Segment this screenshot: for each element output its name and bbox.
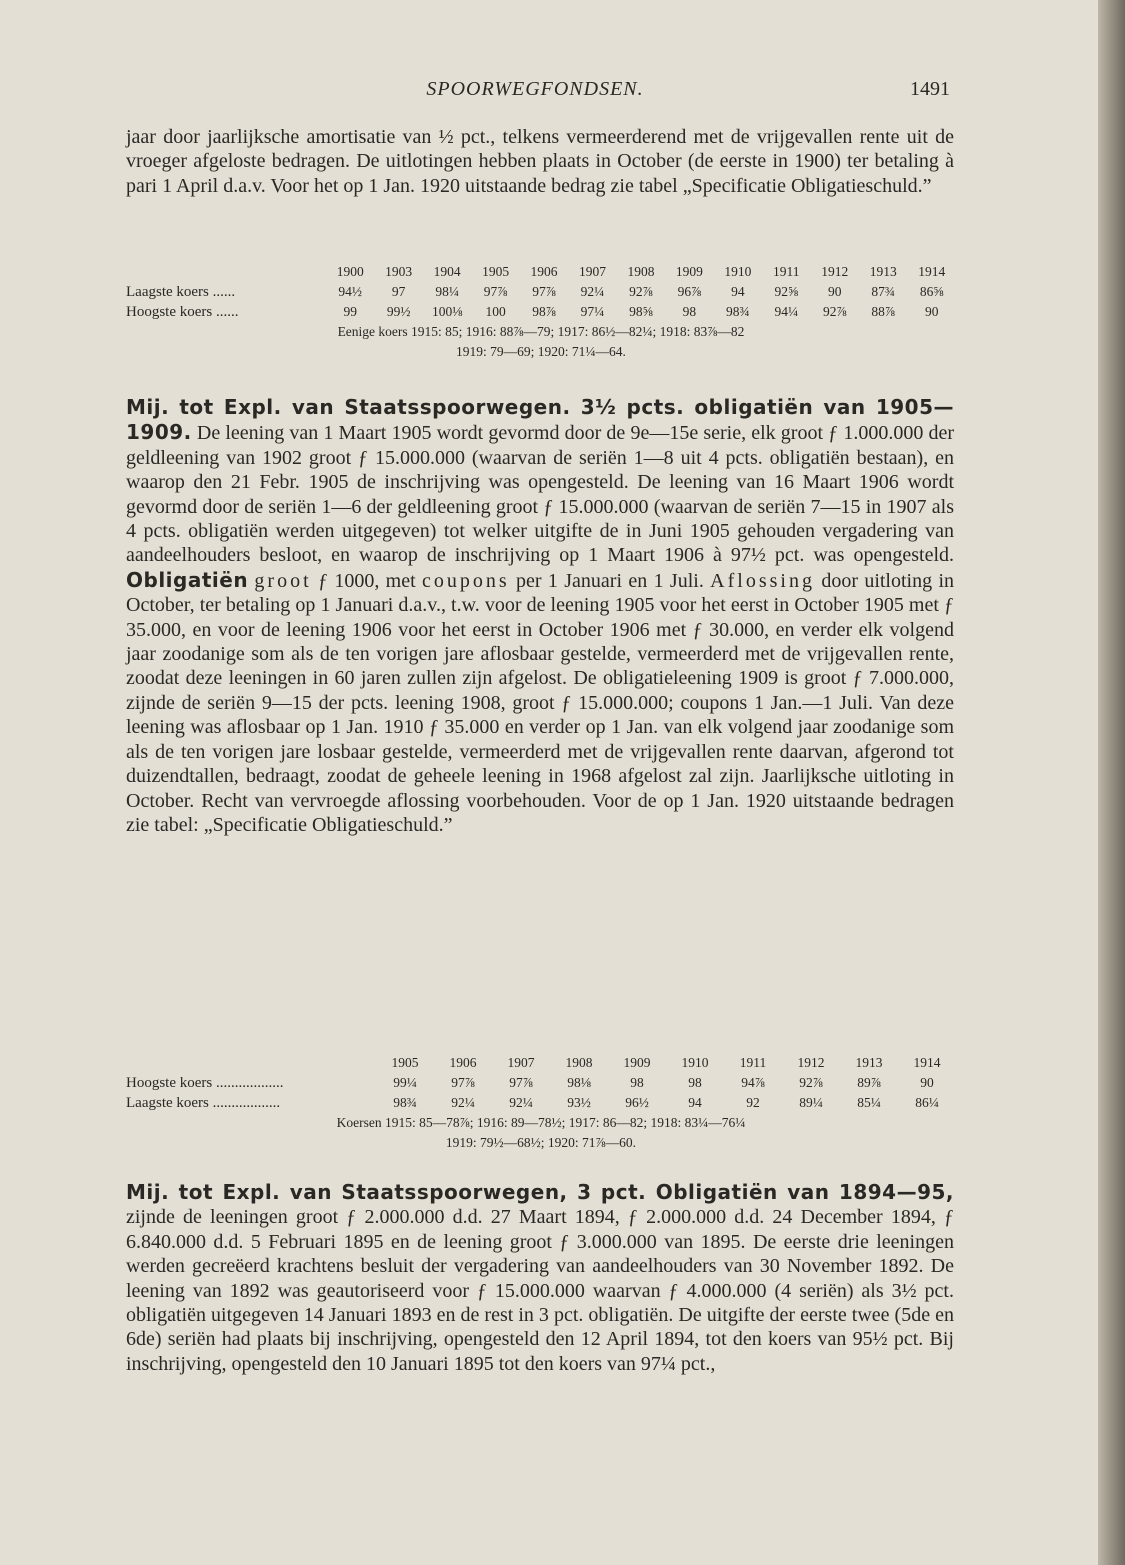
table-cell: 90: [920, 1075, 934, 1090]
table-cell: 97¼: [580, 304, 605, 319]
year-cell: 1906: [449, 1055, 477, 1070]
table-cell: 90: [828, 284, 842, 299]
table-cell: 97⅞: [483, 284, 508, 299]
groot-label: groot: [254, 569, 312, 592]
year-cell: 1911: [739, 1055, 767, 1070]
table-cell: 98¾: [393, 1095, 417, 1110]
year-cell: 1908: [565, 1055, 593, 1070]
koers-table-2: [126, 1053, 956, 1153]
table-cell: 99½: [386, 304, 411, 319]
table-cell: 96½: [625, 1095, 649, 1110]
table-cell: 100⅛: [431, 304, 463, 319]
table-cell: 99¼: [393, 1075, 417, 1090]
year-cell: 1907: [507, 1055, 535, 1070]
table-cell: 92¼: [509, 1095, 533, 1110]
table-cell: 98¼: [435, 284, 459, 299]
year-cell: 1908: [627, 264, 655, 279]
section-1-text-a: De leening van 1 Maart 1905 wordt gevormd door de 9e—15e serie, elk groot ƒ 1.000.000 der geldleening van 1902 groot ƒ 15.000.000 (waarvan de seriën 1—8 uit 4 pcts. obligatiën bestaan), en waarop den 21 Febr. 1905 de inschrijving was opengesteld. De leening van 16 Maart 1906 wordt gevormd door de seriën 1—6 der geldleening groot ƒ 15.000.000 (waarvan de seriën 7—15 in 1907 als 4 pcts. obligatiën werden uitgegeven) tot welker uitgifte de in Juni 1905 gehouden vergadering van aandeelhouders besloot, en waarop de inschrijving op 1 Maart 1906 à 97½ pct. was opengesteld.: [126, 422, 954, 567]
table-row-hoogste: [126, 302, 956, 322]
running-title: SPOORWEGFONDSEN.: [426, 78, 644, 100]
year-cell: 1912: [797, 1055, 825, 1070]
year-cell: 1909: [675, 264, 703, 279]
table-cell: 98: [630, 1075, 644, 1090]
table-cell: 98: [682, 304, 697, 319]
table-cell: 98⅛: [567, 1075, 591, 1090]
row-label: Laagste koers ..................: [126, 1095, 281, 1111]
table-cell: 94¼: [774, 304, 799, 319]
table-cell: 97⅞: [451, 1075, 475, 1090]
table-cell: 92: [746, 1095, 760, 1110]
section-1-heading: Mij. tot Expl. van Staatsspoorwegen. 3½ pcts. obligatiën van 1905—1909.: [126, 395, 954, 445]
table-cell: 93½: [567, 1095, 591, 1110]
year-cell: 1905: [391, 1055, 419, 1070]
table-cell: 89⅞: [857, 1075, 881, 1090]
table-cell: 94½: [338, 284, 363, 299]
year-cell: 1909: [623, 1055, 651, 1070]
table-cell: 97⅞: [532, 284, 556, 299]
year-cell: 1914: [918, 264, 946, 279]
intro-paragraph: jaar door jaarlijksche amortisatie van ½ pct., telkens vermeerderend met de vrijgevallen rente uit de vroeger afgeloste bedragen. De uitlotingen hebben plaats in October (de eerste in 1900) ter betaling à pari 1 April d.a.v. Voor het op 1 Jan. 1920 uitstaande bedrag zie tabel „Specificatie Obligatieschuld.”: [126, 126, 954, 197]
year-cell: 1913: [855, 1055, 883, 1070]
table-cell: 94: [688, 1095, 702, 1110]
year-cell: 1910: [724, 264, 752, 279]
year-cell: 1912: [821, 264, 849, 279]
table-cell: 87¾: [871, 284, 896, 299]
section-1-text-b: ƒ 1000, met: [311, 569, 423, 592]
table-note: Eenige koers 1915: 85; 1916: 88⅞—79; 1917: 86½—82¼; 1918: 83⅞—82: [337, 324, 745, 339]
section-2-paragraph: [126, 1180, 954, 1376]
page-number: 1491: [910, 78, 950, 100]
table-note: 1919: 79½—68½; 1920: 71⅞—60.: [445, 1135, 637, 1150]
year-cell: 1911: [773, 264, 800, 279]
running-head: [120, 78, 950, 106]
table-cell: 100: [485, 304, 506, 319]
obligatien-label: Obligatiën: [126, 567, 249, 592]
table-row-laagste: [126, 1093, 956, 1113]
table-cell: 97⅞: [509, 1075, 533, 1090]
table-cell: 94⅞: [741, 1075, 765, 1090]
year-cell: 1904: [433, 264, 461, 279]
table-cell: 86¼: [915, 1095, 939, 1110]
year-cell: 1905: [482, 264, 510, 279]
koers-table-2-grid: [126, 1053, 956, 1113]
table-cell: 98⅝: [629, 304, 653, 319]
aflossing-label: Aflossing: [710, 569, 815, 592]
year-cell: 1910: [681, 1055, 709, 1070]
year-cell: 1907: [578, 264, 606, 279]
koers-table-1: [126, 262, 956, 362]
section-1-paragraph: [126, 395, 954, 837]
book-spine: [1098, 0, 1125, 1565]
table-cell: 85¼: [857, 1095, 881, 1110]
table-cell: 90: [924, 304, 939, 319]
table-cell: 88⅞: [871, 304, 896, 319]
table-cell: 98⅞: [532, 304, 556, 319]
table-row-hoogste: [126, 1073, 956, 1093]
koers-table-1-grid: [126, 262, 956, 322]
table-cell: 86⅝: [919, 284, 944, 299]
row-label: Hoogste koers ......: [126, 304, 239, 320]
table-cell: 94: [731, 284, 745, 299]
table-cell: 96⅞: [677, 284, 702, 299]
table-cell: 98¾: [726, 304, 750, 319]
year-cell: 1906: [530, 264, 558, 279]
section-2-text: zijnde de leeningen groot ƒ 2.000.000 d.d. 27 Maart 1894, ƒ 2.000.000 d.d. 24 December 1894, ƒ 6.840.000 d.d. 5 Februari 1895 en de leening groot ƒ 3.000.000 van 1895. De eerste drie leeningen werden gecreëerd krachtens besluit der vergadering van aandeelhouders van 30 November 1892. De leening van 1892 was geautoriseerd voor ƒ 15.000.000 waarvan ƒ 4.000.000 (4 seriën) als 3½ pct. obligatiën uitgegeven 14 Januari 1893 en de rest in 3 pct. obligatiën. De uitgifte der eerste twee (5de en 6de) seriën had plaats bij inschrijving, opengesteld den 12 April 1894, tot den koers van 95½ pct. Bij inschrijving, opengesteld den 10 Januari 1895 tot den koers van 97¼ pct.,: [126, 1206, 954, 1375]
row-label: Hoogste koers ..................: [126, 1075, 284, 1091]
table-cell: 92⅞: [629, 284, 653, 299]
table-row-laagste: [126, 282, 956, 302]
section-1-text-c: per 1 Januari en 1 Juli.: [509, 569, 711, 592]
table-row-years: [126, 1053, 956, 1073]
table-cell: 98: [688, 1075, 702, 1090]
coupons-label: coupons: [422, 569, 510, 592]
table-row-years: [126, 262, 956, 282]
table-cell: 92⅞: [822, 304, 847, 319]
row-label: Laagste koers ......: [126, 284, 236, 300]
section-1-text-d: door uitloting in October, ter betaling op 1 Januari d.a.v., t.w. voor de leening 1905 voor het eerst in October 1905 met ƒ 35.000, en voor de leening 1906 voor het eerst in October 1906 met ƒ 30.000, en verder elk volgend jaar zoodanige som als de ten vorigen jare aflosbaar gestelde, vermeerderd met de vrijgevallen rente, zoodat deze leeningen in 60 jaren zullen zijn afgelost. De obligatieleening 1909 is groot ƒ 7.000.000, zijnde de seriën 9—15 der pcts. leening 1908, groot ƒ 15.000.000; coupons 1 Jan.—1 Juli. Van deze leening was aflosbaar op 1 Jan. 1910 ƒ 35.000 en verder op 1 Jan. van elk volgend jaar zoodanige som als de ten vorigen jare losbaar gestelde, vermeerderd met de vrijgevallen rente daarvan, afgerond tot duizendtallen, bedraagt, zoodat de geheele leening in 1968 afgelost zal zijn. Jaarlijksche uitloting in October. Recht van vervroegde aflossing voorbehouden. Voor de op 1 Jan. 1920 uitstaande bedragen zie tabel: „Specificatie Obligatieschuld.”: [126, 569, 955, 836]
year-cell: 1900: [336, 264, 364, 279]
table-cell: 92¼: [451, 1095, 475, 1110]
table-cell: 97: [391, 284, 406, 299]
table-cell: 89¼: [799, 1095, 823, 1110]
table-cell: 92⅞: [799, 1075, 823, 1090]
section-2-heading: Mij. tot Expl. van Staatsspoorwegen, 3 pct. Obligatiën van 1894—95,: [126, 1180, 954, 1204]
year-cell: 1914: [913, 1055, 941, 1070]
table-cell: 92¼: [580, 284, 605, 299]
table-note: 1919: 79—69; 1920: 71¼—64.: [456, 344, 626, 359]
year-cell: 1913: [869, 264, 897, 279]
table-note: Koersen 1915: 85—78⅞; 1916: 89—78½; 1917: 86—82; 1918: 83¼—76¼: [336, 1115, 746, 1130]
table-cell: 99: [343, 304, 357, 319]
year-cell: 1903: [385, 264, 413, 279]
table-cell: 92⅝: [774, 284, 799, 299]
